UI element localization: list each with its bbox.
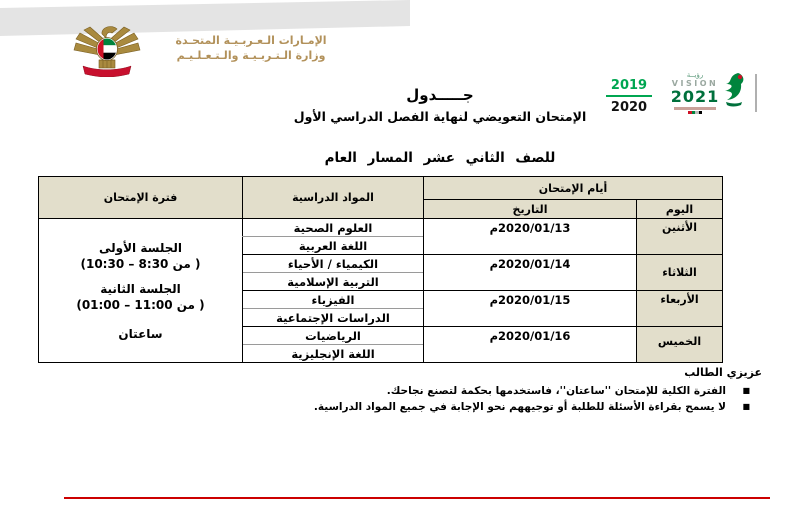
table-row: [39, 219, 723, 237]
ministry-name: وزارة الـتـربـيـة والـتـعـلـيـم: [176, 49, 326, 62]
vision-year-label: 2021: [670, 87, 720, 106]
subject-cell: الرياضيات: [243, 327, 424, 345]
notes-heading: عزيزي الطالب: [684, 366, 762, 379]
ministry-header-text: [146, 33, 356, 63]
notes-list: [142, 383, 762, 415]
uae-emblem-falcon-icon: [72, 25, 142, 77]
note-text: الفترة الكلية للإمتحان ''ساعتان''، فاستخدمها بحكمة لتصنع نجاحك.: [386, 385, 726, 397]
list-item: [142, 399, 762, 415]
date-cell: 2020/01/15م: [424, 291, 637, 327]
header-exam-period: فترة الإمتحان: [39, 177, 243, 219]
day-cell: الأربعاء: [637, 291, 723, 327]
grade-line: للصف الثاني عشر المسار العام: [324, 150, 556, 166]
header-date: التاريخ: [424, 200, 637, 219]
vision-word-label: VISION: [671, 79, 719, 88]
header-day: اليوم: [637, 200, 723, 219]
country-name: الإمـارات الـعـربـيـة المتحـدة: [175, 34, 327, 47]
square-bullet-icon: ■: [742, 386, 750, 395]
exam-schedule-table: [38, 176, 723, 363]
header-exam-days: أيام الإمتحان: [424, 177, 723, 200]
year-2020: 2020: [610, 100, 648, 115]
session1-time: ( من 8:30 – 10:30): [80, 256, 201, 271]
subject-cell: الفيزياء: [243, 291, 424, 309]
exam-period-cell: [39, 219, 243, 363]
subject-cell: اللغة الإنجليزية: [243, 345, 424, 363]
year-2019: 2019: [610, 78, 648, 93]
day-cell: الخميس: [637, 327, 723, 363]
vision-arabic-label: رؤيــة: [686, 71, 704, 79]
page-subtitle: الإمتحان التعويضي لنهاية الفصل الدراسي الأول: [293, 109, 587, 124]
page-title: جـــــدول: [406, 86, 474, 104]
subject-cell: العلوم الصحية: [243, 219, 424, 237]
session1-title: الجلسة الأولى: [99, 240, 182, 255]
date-cell: 2020/01/14م: [424, 255, 637, 291]
header-subjects: المواد الدراسية: [243, 177, 424, 219]
subject-cell: الكيمياء / الأحياء: [243, 255, 424, 273]
student-notes: [142, 366, 762, 415]
session2-title: الجلسة الثانية: [100, 281, 181, 296]
document-titles: [140, 86, 740, 166]
day-cell: الأثنين: [637, 219, 723, 255]
day-cell: الثلاثاء: [637, 255, 723, 291]
date-cell: 2020/01/16م: [424, 327, 637, 363]
header-vertical-divider: [755, 74, 757, 112]
square-bullet-icon: ■: [742, 402, 750, 411]
list-item: [142, 383, 762, 399]
subject-cell: الدراسات الإجتماعية: [243, 309, 424, 327]
note-text: لا يسمح بقراءة الأسئلة للطلبة أو توجيههم نحو الإجابة في جميع المواد الدراسية.: [313, 401, 726, 413]
footer-red-rule: [64, 497, 770, 499]
subject-cell: التربية الإسلامية: [243, 273, 424, 291]
date-cell: 2020/01/13م: [424, 219, 637, 255]
subject-cell: اللغة العربية: [243, 237, 424, 255]
session2-time: ( من 11:00 – 01:00): [76, 297, 205, 312]
exam-duration: ساعتان: [118, 326, 163, 341]
